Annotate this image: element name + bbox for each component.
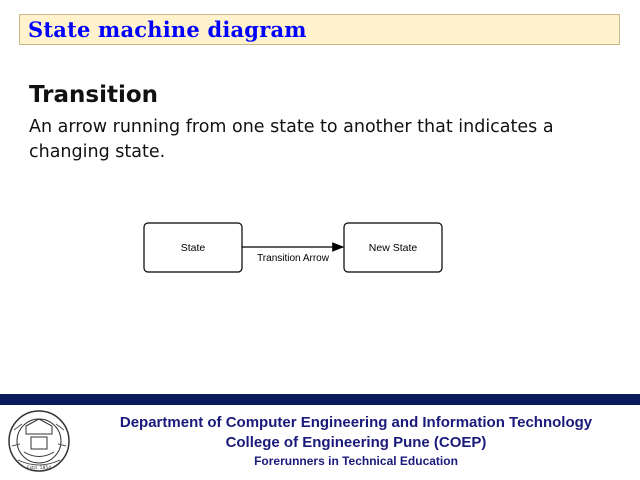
department-name: Department of Computer Engineering and Information Technology [119, 414, 593, 431]
new-state-label: New State [368, 242, 418, 254]
state-label: State [180, 242, 206, 254]
section-description: An arrow running from one state to another that indicates a changing state. [29, 117, 554, 162]
college-name: College of Engineering Pune (COEP) [225, 434, 487, 451]
section-heading: Transition [29, 82, 159, 108]
college-tagline: Forerunners in Technical Education [254, 454, 458, 468]
footer-bar [0, 394, 640, 405]
transition-arrow-label: Transition Arrow [257, 253, 329, 264]
state-diagram [140, 218, 450, 278]
coep-logo [4, 406, 74, 476]
title-bar [19, 14, 620, 45]
logo-year: Estd. 1854 [26, 466, 52, 471]
slide-title: State machine diagram [28, 17, 307, 42]
footer-text [80, 413, 632, 469]
